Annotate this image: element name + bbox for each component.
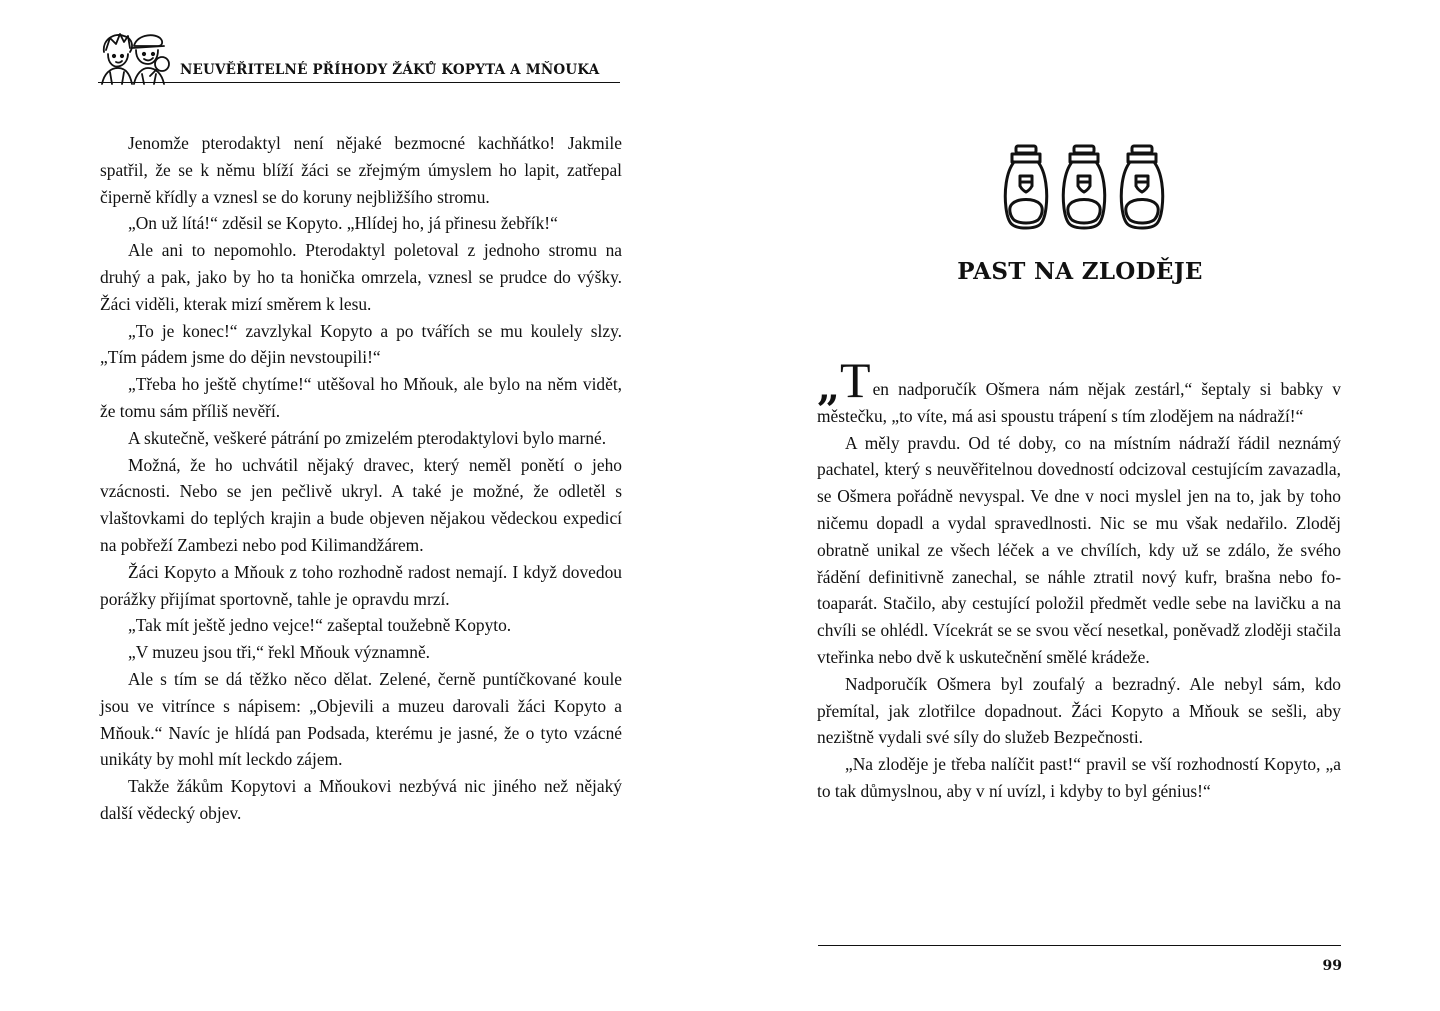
right-page [720,0,1440,1011]
header-rule [98,82,620,83]
paragraph: Ale s tím se dá těžko něco dělat. Zelené, černě puntíčkované koule jsou ve vitrínce s nápisem: „Objevili a muzeu darovali žáci Kopyto a Mňouk.“ Navíc je hlídá pan Podsada, kterému je jasné, že o tyto vzácné unikáty by mohl mít leckdo zájem. [100,668,622,770]
paragraph: „Třeba ho ještě chytíme!“ utěšoval ho Mňouk, ale bylo na něm vidět, že tomu sám příliš nevěří. [100,374,622,421]
dropcap-quote: „ [817,364,841,411]
footer-rule [818,945,1341,946]
right-page-text [817,352,1341,805]
paragraph: Možná, že ho uchvátil nějaký dravec, který neměl ponětí o jeho vzácnosti. Nebo se jen pečlivě ukryl. A také je možné, že odletěl s vlaštovkami do teplých krajin a bude objeven nějakou vědeckou expedicí na pobřeží Zambezi nebo pod Kilimandžárem. [100,454,622,555]
paragraph: „On už lítá!“ zděsil se Kopyto. „Hlídej ho, já přinesu žebřík!“ [128,213,558,234]
two-boys-illustration [98,28,172,86]
three-jars-illustration [1000,142,1170,234]
dropcap-letter: T [840,352,871,408]
page-number: 99 [1322,958,1342,974]
paragraph: Takže žákům Kopytovi a Mňoukovi nezbývá nic jiného než nějaký další vědecký objev. [100,776,622,823]
paragraph: „Tak mít ještě jedno vejce!“ zašeptal toužebně Kopyto. [128,615,512,636]
paragraph: Jenomže pterodaktyl není nějaké bezmocné kachňátko! Jakmile spatřil, že se k němu blíží žáci se zřejmým úmyslem ho lapit, zatřepal čiperně křídly a vznesl se do koruny nejbližšího stromu. [100,133,622,207]
paragraph: „Na zloděje je třeba nalíčit past!“ pravil se vší rozhodností Kopyto, „a to tak důmyslnou, aby v ní uvízl, i kdyby to byl génius!“ [817,754,1341,801]
first-paragraph [817,352,1341,430]
paragraph: A skutečně, veškeré pátrání po zmizelém pterodaktylovi bylo marné. [128,427,607,448]
paragraph: Žáci Kopyto a Mňouk z toho rozhodně radost nemají. I když dovedou porážky přijímat sportovně, tahle je opravdu mrzí. [100,561,622,609]
running-header: NEUVĚŘITELNÉ PŘÍHODY ŽÁKŮ KOPYTA A MŇOUKA [180,62,600,78]
paragraph: „To je konec!“ zavzlykal Kopyto a po tvářích se mu koulely slzy. „Tím pádem jsme do dějin nevstoupili!“ [100,320,622,368]
paragraph: Ale ani to nepomohlo. Pterodaktyl poletoval z jednoho stromu na druhý a pak, jako by ho ta honička omrzela, vznesl se prudce do výšky. Žáci viděli, kterak mizí směrem k lesu. [100,240,622,314]
paragraph: A měly pravdu. Od té doby, co na místním nádraží řádil neznámý pachatel, který s neuvěřitelnou dovedností odcizoval cestujícím zavazadla, se Ošmera pořádně nevyspal. Ve dne v noci myslel jen na to, jak by toho ničemu dopadl a vydal spravedlnosti. Nic se mu však nedařilo. Zloděj obratně unikal ze všech léček a ve chvílích, kdy už se zdálo, že svého řádění definitivně zanechal, se náhle ztratil nový kufr, brašna nebo fotoaparát. Stačilo, aby cestující položil předmět vedle sebe na lavičku a na chvíli se ohlédl. Vícekrát se se svou věcí nesetkal, poněvadž zloději stačila vteřinka nebo dvě k uskutečnění smělé krádeže. [817,432,1341,667]
chapter-title: PAST NA ZLODĚJE [957,258,1203,285]
left-page-text [100,130,622,827]
paragraph: Nadporučík Ošmera byl zoufalý a bezradný. Ale nebyl sám, kdo přemítal, jak zlotřilce dopadnout. Žáci Kopyto a Mňouk se sešli, aby nezištně vydali své síly do služeb Bezpečnosti. [817,673,1341,748]
first-paragraph-text: en nadporučík Ošmera nám nějak zestárl,“ šeptaly si babky v městečku, „to víte, má asi spoustu trápení s tím zlodějem na nádraží!“ [817,379,1341,426]
paragraph: „V muzeu jsou tři,“ řekl Mňouk významně. [128,642,431,663]
